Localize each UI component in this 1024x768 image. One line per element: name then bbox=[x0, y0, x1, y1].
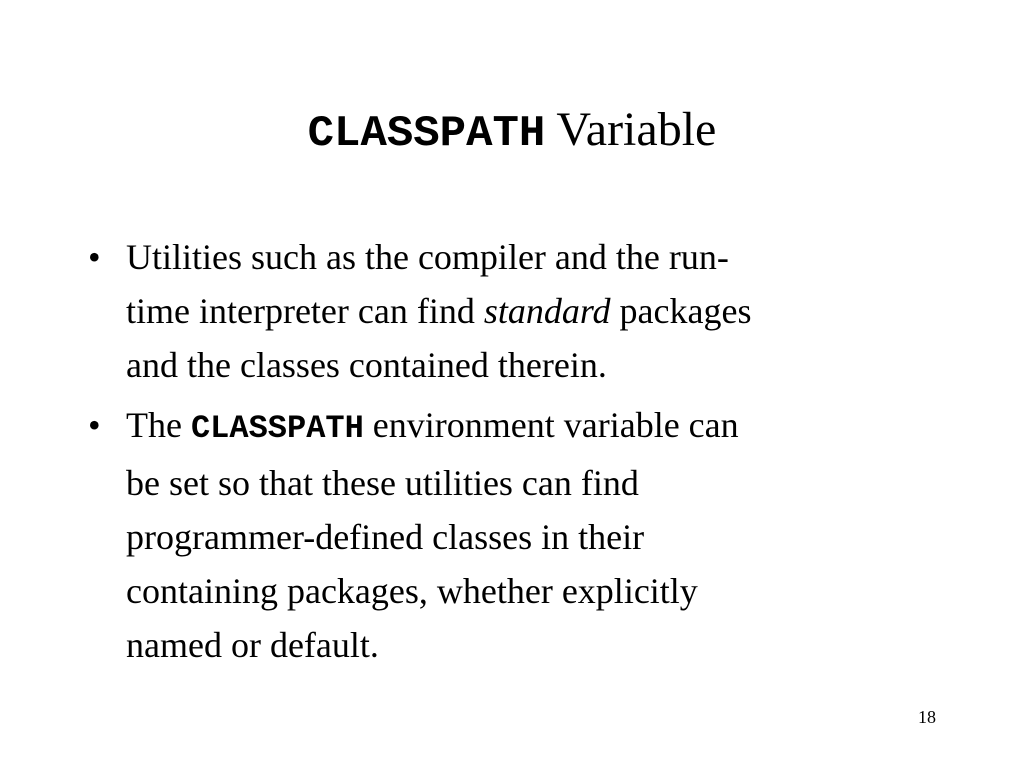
bullet-marker: • bbox=[88, 237, 101, 277]
title-text: Variable bbox=[556, 103, 717, 156]
slide-number: 18 bbox=[918, 707, 936, 727]
bullet-item-classpath bbox=[88, 398, 948, 672]
bullet-2-code-classpath: CLASSPATH bbox=[190, 410, 364, 447]
bullet-2-line-4: containing packages, whether explicitly bbox=[126, 571, 698, 611]
bullet-2-line-5: named or default. bbox=[126, 625, 379, 665]
bullet-1-line-2-end: packages bbox=[610, 291, 752, 331]
bullet-item-utilities bbox=[88, 230, 948, 392]
bullet-1-line-2 bbox=[126, 284, 948, 338]
bullet-1-line-2-start: time interpreter can find bbox=[126, 291, 484, 331]
bullet-1-line-3: and the classes contained therein. bbox=[126, 345, 607, 385]
title-code-classpath: CLASSPATH bbox=[307, 109, 546, 159]
bullet-2-line-1-end: environment variable can bbox=[363, 405, 739, 445]
slide-title bbox=[0, 100, 1024, 164]
bullet-list bbox=[88, 230, 948, 678]
bullet-2-line-1-start: The bbox=[126, 405, 191, 445]
bullet-2-line-2: be set so that these utilities can find bbox=[126, 463, 639, 503]
bullet-marker: • bbox=[88, 405, 101, 445]
bullet-1-line-1: Utilities such as the compiler and the run- bbox=[126, 237, 729, 277]
bullet-2-line-1 bbox=[126, 398, 948, 456]
bullet-1-emphasis-standard: standard bbox=[483, 291, 611, 331]
bullet-2-line-3: programmer-defined classes in their bbox=[126, 517, 645, 557]
